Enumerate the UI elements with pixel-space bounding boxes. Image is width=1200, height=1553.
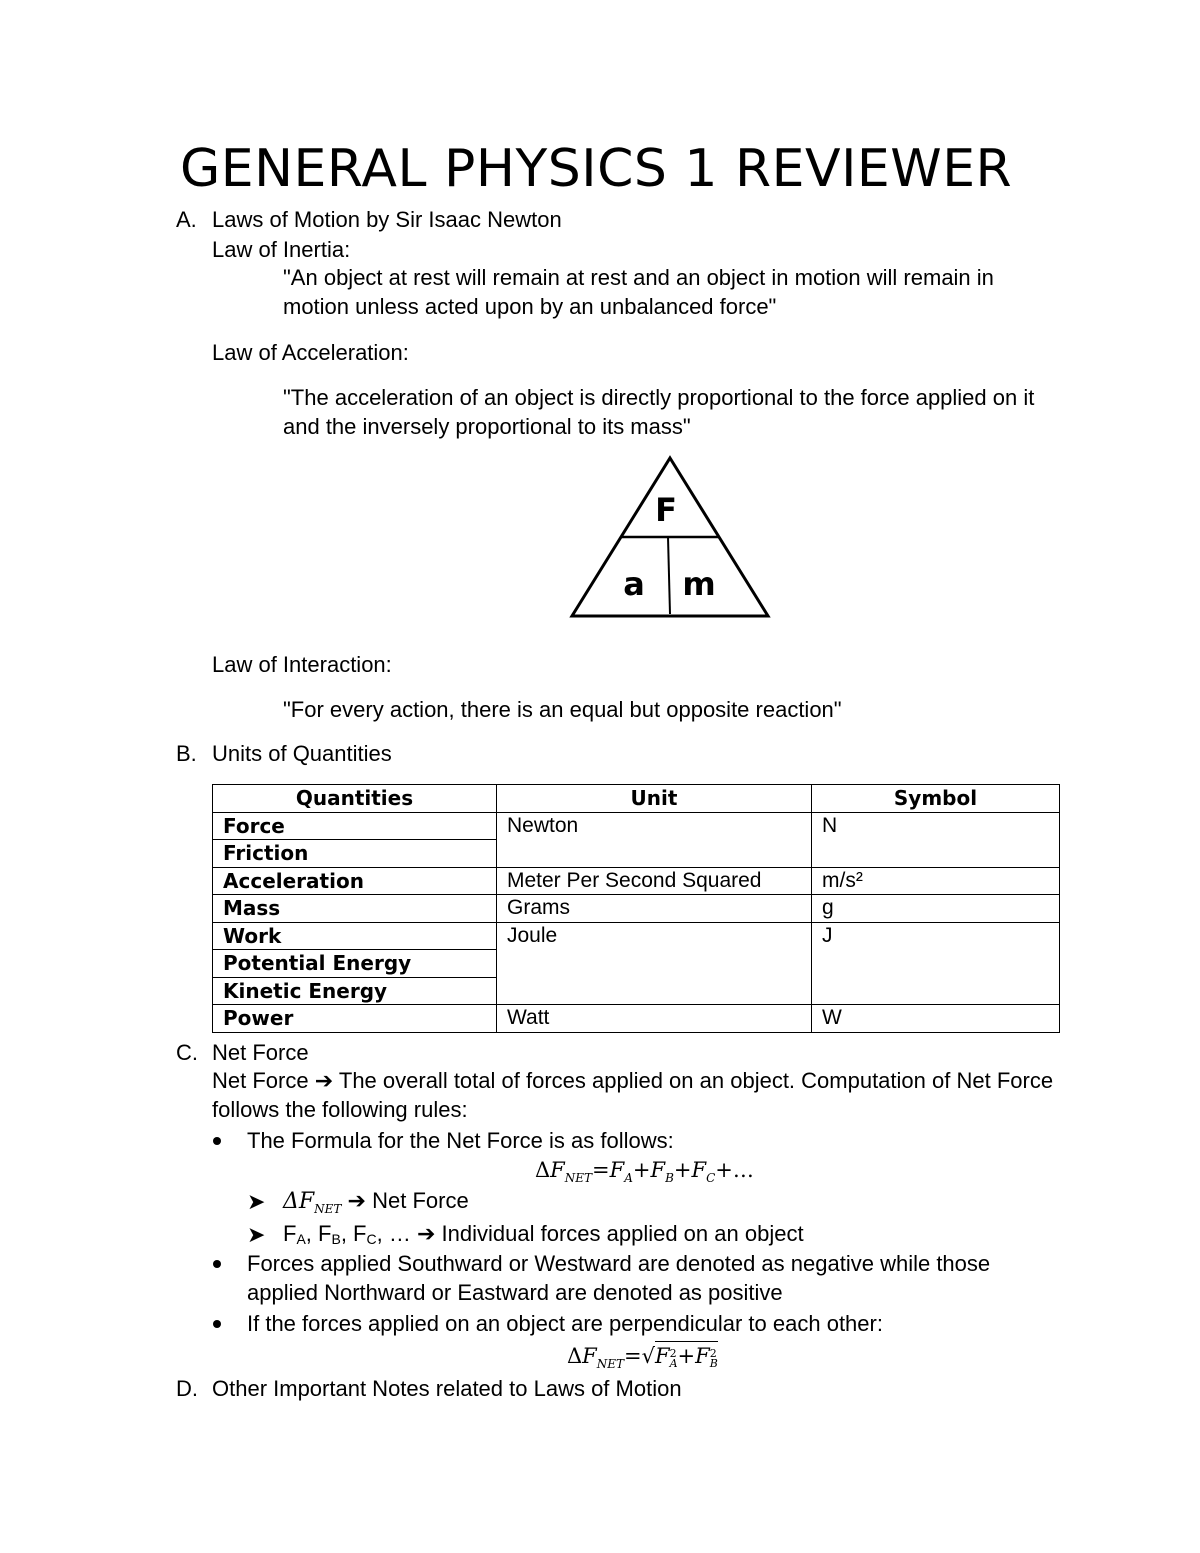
table-row	[213, 867, 1060, 895]
unit-cell: Grams	[497, 895, 812, 923]
law-of-acceleration-quote: "The acceleration of an object is directly proportional to the force applied on it and the inversely proportional to its mass"	[283, 385, 1035, 439]
symbol-cell: m/s²	[812, 867, 1060, 895]
net-force-definition	[212, 1066, 1062, 1124]
right-arrow-icon: ➔	[347, 1188, 366, 1213]
table-row	[213, 1005, 1060, 1033]
bullet-direction-signs: Forces applied Southward or Westward are denoted as negative while those applied Northward or Eastward are denoted as positive	[247, 1251, 991, 1305]
bullet-perpendicular: If the forces applied on an object are perpendicular to each other:	[247, 1311, 883, 1336]
symbol-cell: N	[812, 812, 1060, 867]
unit-cell: Newton	[497, 812, 812, 867]
sub-bullet-individual-forces: FA, FB, FC, … ➔ Individual forces applied on an object	[283, 1221, 804, 1247]
force-triangle-diagram	[568, 454, 772, 620]
quantity-cell: Work	[213, 922, 497, 950]
law-of-inertia-quote: "An object at rest will remain at rest and an object in motion will remain in motion unless acted upon by an unbalanced force"	[283, 265, 994, 319]
quantity-cell: Force	[213, 812, 497, 840]
net-force-formula: $\Delta F_{NET}=F_A+F_B+F_C+\dots$	[535, 1158, 754, 1185]
sub-bullet-text: Net Force	[372, 1188, 469, 1213]
triangle-label-acceleration: a	[623, 565, 645, 603]
table-header: Unit	[497, 785, 812, 813]
unit-cell: Watt	[497, 1005, 812, 1033]
triangle-label-force: F	[655, 491, 677, 529]
perpendicular-net-force-formula: $\Delta F_{NET}=√F$ 2 A +F 2 B	[567, 1344, 718, 1371]
quantity-cell: Power	[213, 1005, 497, 1033]
law-of-inertia-label: Law of Inertia:	[212, 237, 351, 262]
section-d-heading: Other Important Notes related to Laws of Motion	[212, 1376, 682, 1401]
symbol-cell: J	[812, 922, 1060, 1005]
symbol-cell: W	[812, 1005, 1060, 1033]
law-of-interaction-quote: "For every action, there is an equal but opposite reaction"	[283, 697, 842, 722]
units-table	[212, 784, 1060, 1033]
section-a-letter: A.	[176, 207, 197, 232]
quantity-cell: Acceleration	[213, 867, 497, 895]
section-b-letter: B.	[176, 741, 197, 766]
table-row	[213, 895, 1060, 923]
section-b-heading: Units of Quantities	[212, 741, 392, 766]
symbol-cell: g	[812, 895, 1060, 923]
table-row	[213, 812, 1060, 840]
table-row	[213, 922, 1060, 950]
law-of-acceleration-label: Law of Acceleration:	[212, 340, 409, 365]
triangle-label-mass: m	[682, 565, 716, 603]
table-header-row	[213, 785, 1060, 813]
section-c-heading: Net Force	[212, 1040, 309, 1065]
sub-bullet-text: Individual forces applied on an object	[441, 1221, 804, 1246]
quantity-cell: Friction	[213, 840, 497, 868]
section-a-heading: Laws of Motion by Sir Isaac Newton	[212, 207, 562, 232]
bullet-formula-intro: The Formula for the Net Force is as follows:	[247, 1128, 674, 1153]
table-header: Quantities	[213, 785, 497, 813]
triangle-divider-vertical	[668, 537, 670, 614]
right-arrow-icon: ➔	[416, 1221, 436, 1246]
arrowhead-bullet-icon: ➤	[247, 1222, 266, 1247]
unit-cell: Meter Per Second Squared	[497, 867, 812, 895]
right-arrow-icon: ➔	[314, 1068, 334, 1093]
quantity-cell: Potential Energy	[213, 950, 497, 978]
bullet-icon	[213, 1137, 221, 1145]
quantity-cell: Mass	[213, 895, 497, 923]
bullet-icon	[213, 1260, 221, 1268]
table-header: Symbol	[812, 785, 1060, 813]
law-of-interaction-label: Law of Interaction:	[212, 652, 392, 677]
page-title: GENERAL PHYSICS 1 REVIEWER	[180, 139, 1013, 199]
section-d-letter: D.	[176, 1376, 198, 1401]
definition-text: The overall total of forces applied on an object. Computation of Net Force follows the following rules:	[212, 1068, 1054, 1122]
sub-bullet-net-force: $\Delta F_{NET}$ ➔ Net Force	[283, 1188, 469, 1216]
unit-cell: Joule	[497, 922, 812, 1005]
section-c-letter: C.	[176, 1040, 198, 1065]
definition-term: Net Force	[212, 1068, 309, 1093]
bullet-icon	[213, 1320, 221, 1328]
quantity-cell: Kinetic Energy	[213, 977, 497, 1005]
arrowhead-bullet-icon: ➤	[247, 1189, 266, 1214]
